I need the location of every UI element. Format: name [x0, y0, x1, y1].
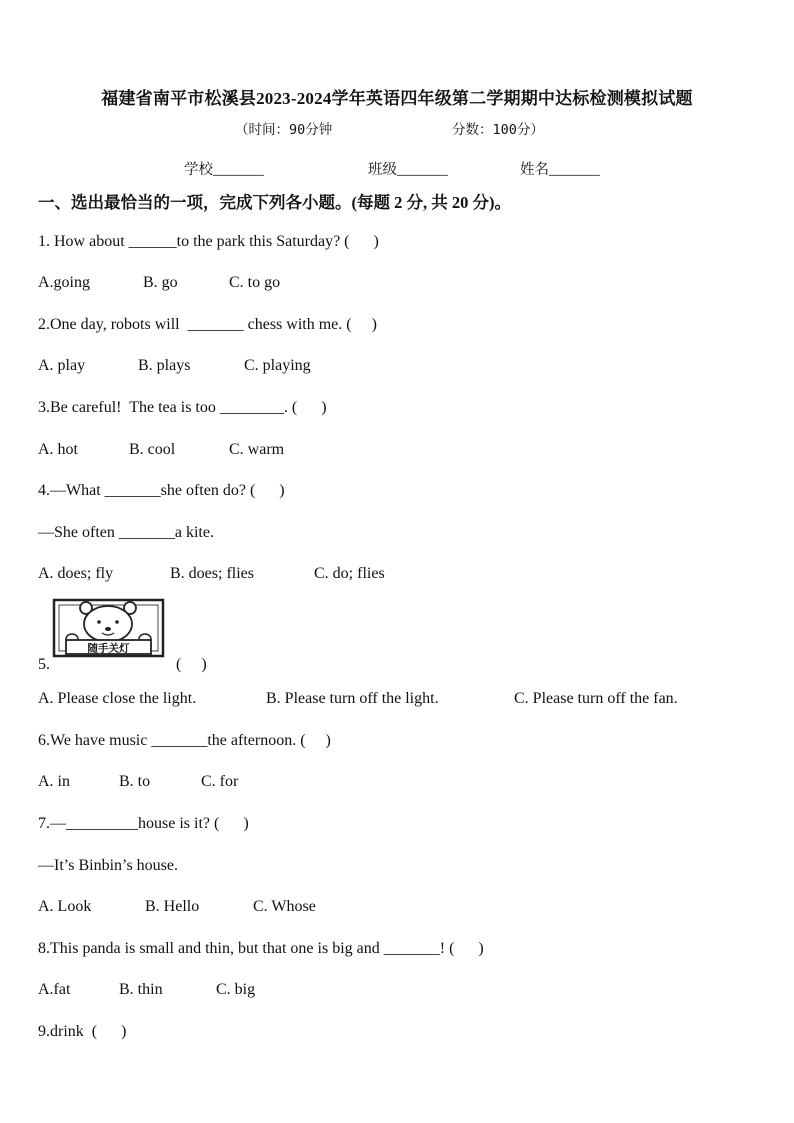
exam-time: （时间：90分钟 — [235, 122, 333, 138]
q3-option-b[interactable]: B. cool — [129, 441, 176, 458]
q7-option-a[interactable]: A. Look — [38, 898, 92, 915]
q6-option-c[interactable]: C. for — [201, 773, 239, 790]
question-6: 6.We have music _______the afternoon. ( ) — [38, 732, 331, 749]
sign-text: 随手关灯 — [87, 642, 130, 655]
school-field[interactable]: 学校_______ — [184, 162, 264, 178]
q7-option-b[interactable]: B. Hello — [145, 898, 200, 915]
exam-score: 分数：100分） — [452, 122, 544, 138]
question-7: 7.—_________house is it? ( ) — [38, 815, 249, 832]
question-3: 3.Be careful! The tea is too ________. ( ) — [38, 399, 327, 416]
name-field[interactable]: 姓名_______ — [520, 162, 600, 178]
q6-option-b[interactable]: B. to — [119, 773, 151, 790]
question-2: 2.One day, robots will _______ chess with me. ( ) — [38, 316, 377, 333]
q4-option-b[interactable]: B. does; flies — [170, 565, 254, 582]
q8-option-a[interactable]: A.fat — [38, 981, 71, 998]
q5-option-b[interactable]: B. Please turn off the light. — [266, 690, 439, 707]
section-heading: 一、选出最恰当的一项，完成下列各小题。(每题 2 分, 共 20 分)。 — [38, 193, 511, 212]
question-4-reply: —She often _______a kite. — [38, 524, 214, 541]
q1-option-a[interactable]: A.going — [38, 274, 90, 291]
q1-option-b[interactable]: B. go — [143, 274, 178, 291]
q5-option-a[interactable]: A. Please close the light. — [38, 690, 197, 707]
question-1: 1. How about ______to the park this Saturday? ( ) — [38, 233, 379, 250]
q2-option-b[interactable]: B. plays — [138, 357, 191, 374]
class-field[interactable]: 班级_______ — [368, 162, 448, 178]
q5-option-c[interactable]: C. Please turn off the fan. — [514, 690, 678, 707]
question-5-number: 5. — [38, 656, 50, 673]
q3-option-a[interactable]: A. hot — [38, 441, 78, 458]
q2-option-c[interactable]: C. playing — [244, 357, 311, 374]
q2-option-a[interactable]: A. play — [38, 357, 86, 374]
q8-option-c[interactable]: C. big — [216, 981, 256, 998]
q4-option-c[interactable]: C. do; flies — [314, 565, 385, 582]
page-title: 福建省南平市松溪县2023-2024学年英语四年级第二学期期中达标检测模拟试题 — [101, 89, 693, 108]
question-8: 8.This panda is small and thin, but that one is big and _______! ( ) — [38, 940, 484, 957]
q3-option-c[interactable]: C. warm — [229, 441, 285, 458]
question-5-paren: ( ) — [176, 656, 207, 673]
q8-option-b[interactable]: B. thin — [119, 981, 163, 998]
question-9: 9.drink ( ) — [38, 1023, 127, 1040]
q4-option-a[interactable]: A. does; fly — [38, 565, 114, 582]
question-4: 4.—What _______she often do? ( ) — [38, 482, 285, 499]
q6-option-a[interactable]: A. in — [38, 773, 70, 790]
bear-sign-image — [52, 598, 165, 658]
q1-option-c[interactable]: C. to go — [229, 274, 281, 291]
question-7-reply: —It’s Binbin’s house. — [38, 857, 179, 874]
q7-option-c[interactable]: C. Whose — [253, 898, 316, 915]
